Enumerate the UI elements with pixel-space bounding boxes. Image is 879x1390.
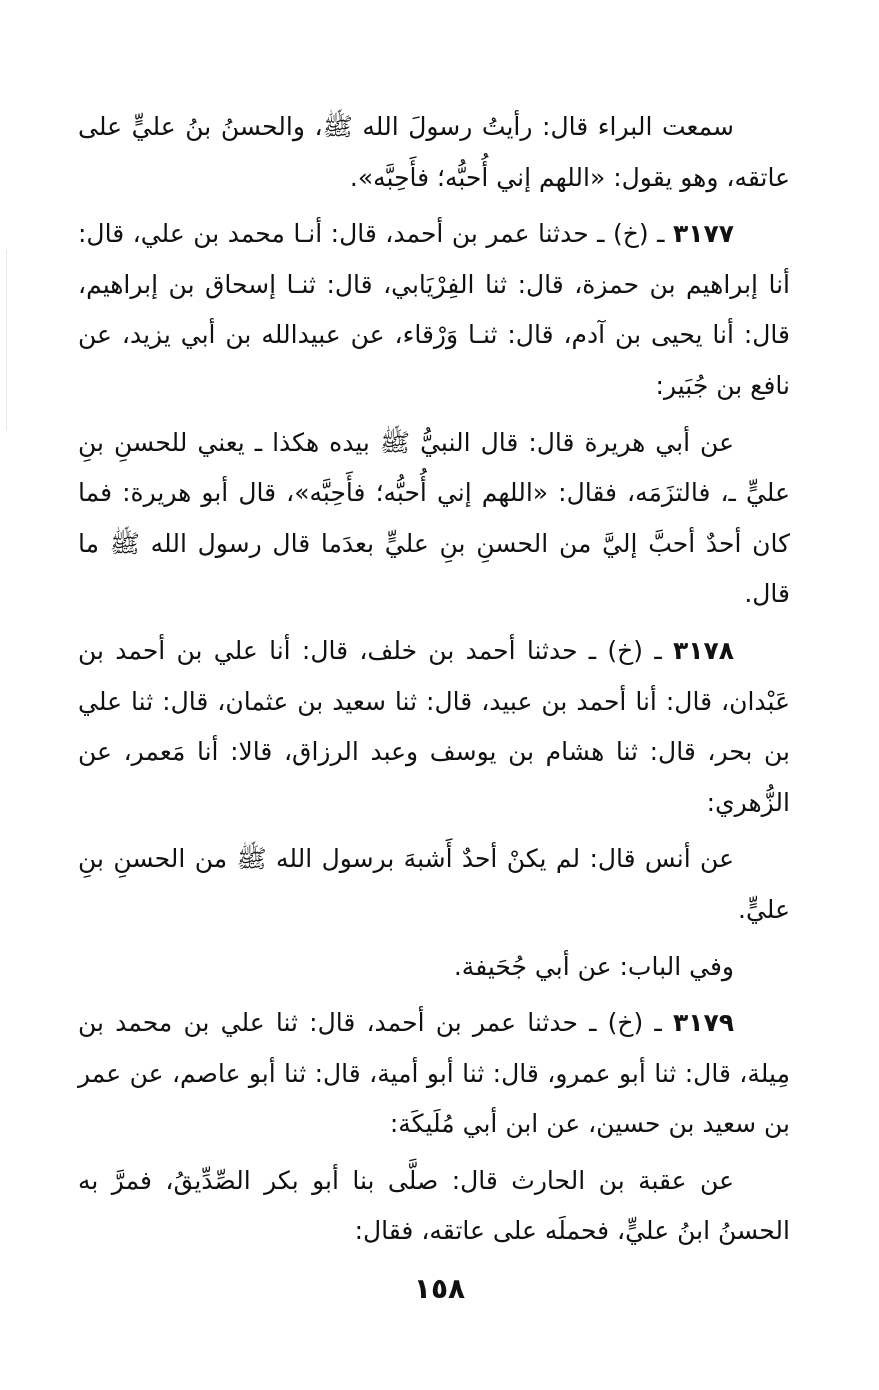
paragraph-text: عن عقبة بن الحارث قال: صلَّى بنا أبو بكر الصِّدِّيقُ، فمرَّ به الحسنُ ابنُ عليٍّ، فحملَه على عاتقه، فقال: <box>78 1165 790 1246</box>
paragraph-text: سمعت البراء قال: رأيتُ رسولَ الله ﷺ، والحسنُ بنُ عليٍّ على عاتقه، وهو يقول: «اللهم إني أُحبُّه؛ فأَحِبَّه». <box>78 112 790 192</box>
paragraph-text: ـ (خ) ـ حدثنا عمر بن أحمد، قال: أنـا محمد بن علي، قال: أنا إبراهيم بن حمزة، قال: ثنا الفِرْيَابي، قال: ثنـا إسحاق بن إبراهيم، قال: أنا يحيى بن آدم، قال: ثنـا وَرْقاء، عن عبيدالله بن أبي يزيد، عن نافع بن جُبَير: <box>78 219 790 400</box>
hadith-number: ٣١٧٧ <box>672 219 734 249</box>
main-text <box>78 102 790 1263</box>
paragraph-text: عن أنس قال: لم يكنْ أحدٌ أَشبهَ برسول الله ﷺ من الحسنِ بنِ عليٍّ. <box>78 844 790 924</box>
paragraph <box>78 626 790 828</box>
hadith-number: ٣١٧٨ <box>672 635 734 665</box>
paragraph <box>78 209 790 411</box>
paragraph <box>78 102 790 203</box>
page-number: ١٥٨ <box>413 1272 466 1305</box>
paragraph <box>78 834 790 935</box>
paragraph <box>78 1156 790 1257</box>
paragraph-text: عن أبي هريرة قال: قال النبيُّ ﷺ بيده هكذا ـ يعني للحسنِ بنِ عليٍّ ـ، فالتزَمَه، فقال: «اللهم إني أُحبُّه؛ فأَحِبَّه»، قال أبو هريرة: فما كان أحدٌ أحبَّ إليَّ من الحسنِ بنِ عليٍّ بعدَما قال رسول الله ﷺ ما قال. <box>78 427 790 609</box>
scan-edge-line <box>6 250 7 430</box>
paragraph-text: ـ (خ) ـ حدثنا أحمد بن خلف، قال: أنا علي بن أحمد بن عَبْدان، قال: أنا أحمد بن عبيد، قال: ثنا سعيد بن عثمان، قال: ثنا علي بن بحر، قال: ثنا هشام بن يوسف وعبد الرزاق، قالا: أنا مَعمر، عن الزُّهري: <box>78 635 790 817</box>
paragraph <box>78 998 790 1150</box>
hadith-number: ٣١٧٩ <box>672 1008 734 1038</box>
paragraph <box>78 418 790 620</box>
paragraph <box>78 942 790 993</box>
paragraph-text: ـ (خ) ـ حدثنا عمر بن أحمد، قال: ثنا علي بن محمد بن مِيلة، قال: ثنا أبو عمرو، قال: ثنا أبو أمية، قال: ثنا أبو عاصم، عن عمر بن سعيد بن حسين، عن ابن أبي مُلَيكَة: <box>78 1008 790 1139</box>
paragraph-text: وفي الباب: عن أبي جُحَيفة. <box>453 951 734 981</box>
